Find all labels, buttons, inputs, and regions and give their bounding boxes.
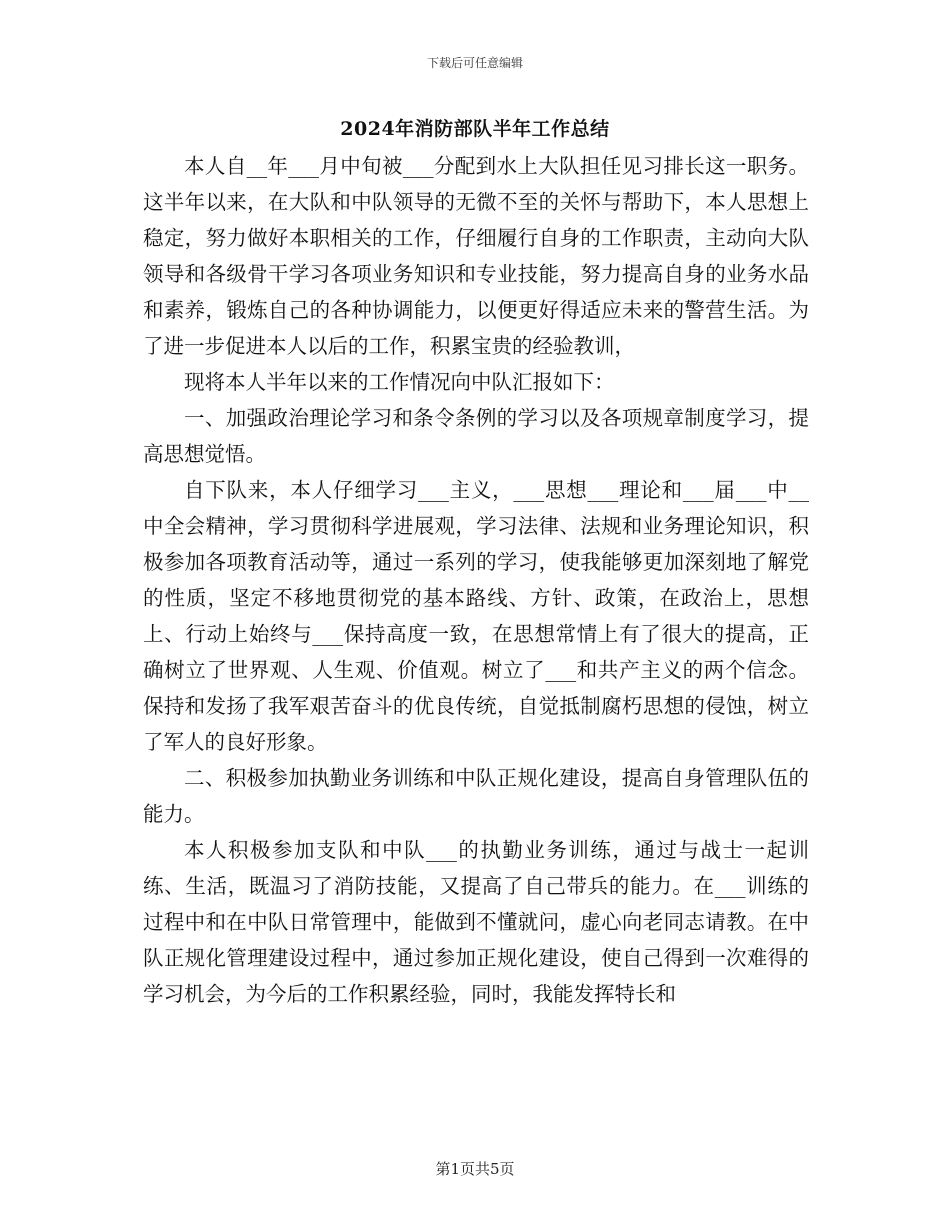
- document-title: 2024年消防部队半年工作总结: [340, 118, 610, 140]
- page-number-footer: 第1页共5页: [435, 1160, 515, 1178]
- paragraph-training: 本人积极参加支队和中队___的执勤业务训练，通过与战士一起训练、生活，既温习了消防技能，又提高了自己带兵的能力。在___训练的过程中和在中队日常管理中，能做到不懂就问，虚心向老同志请教。在中队正规化管理建设过程中，通过参加正规化建设，使自己得到一次难得的学习机会，为今后的工作积累经验，同时，我能发挥特长和: [143, 838, 809, 1006]
- section-heading-2: 二、积极参加执勤业务训练和中队正规化建设，提高自身管理队伍的能力。: [143, 766, 809, 826]
- section-heading-1: 一、加强政治理论学习和条令条例的学习以及各项规章制度学习，提高思想觉悟。: [143, 406, 809, 466]
- document-body: [143, 148, 809, 1012]
- paragraph-report-lead: 现将本人半年以来的工作情况向中队汇报如下：: [184, 370, 615, 394]
- paragraph-intro: 本人自__年___月中旬被___分配到水上大队担任见习排长这一职务。这半年以来，在大队和中队领导的无微不至的关怀与帮助下，本人思想上稳定，努力做好本职相关的工作，仔细履行自身的工作职责，主动向大队领导和各级骨干学习各项业务知识和专业技能，努力提高自身的业务水品和素养，锻炼自己的各种协调能力，以便更好得适应未来的警营生活。为了进一步促进本人以后的工作，积累宝贵的经验教训，: [143, 154, 809, 358]
- paragraph-political-study: 自下队来，本人仔细学习___主义，___思想___理论和___届___中__中全会精神，学习贯彻科学进展观，学习法律、法规和业务理论知识，积极参加各项教育活动等，通过一系列的学习，使我能够更加深刻地了解党的性质，坚定不移地贯彻党的基本路线、方针、政策，在政治上，思想上、行动上始终与___保持高度一致，在思想常情上有了很大的提高，正确树立了世界观、人生观、价值观。树立了___和共产主义的两个信念。保持和发扬了我军艰苦奋斗的优良传统，自觉抵制腐朽思想的侵蚀，树立了军人的良好形象。: [143, 478, 809, 754]
- header-note: 下载后可任意编辑: [426, 56, 523, 70]
